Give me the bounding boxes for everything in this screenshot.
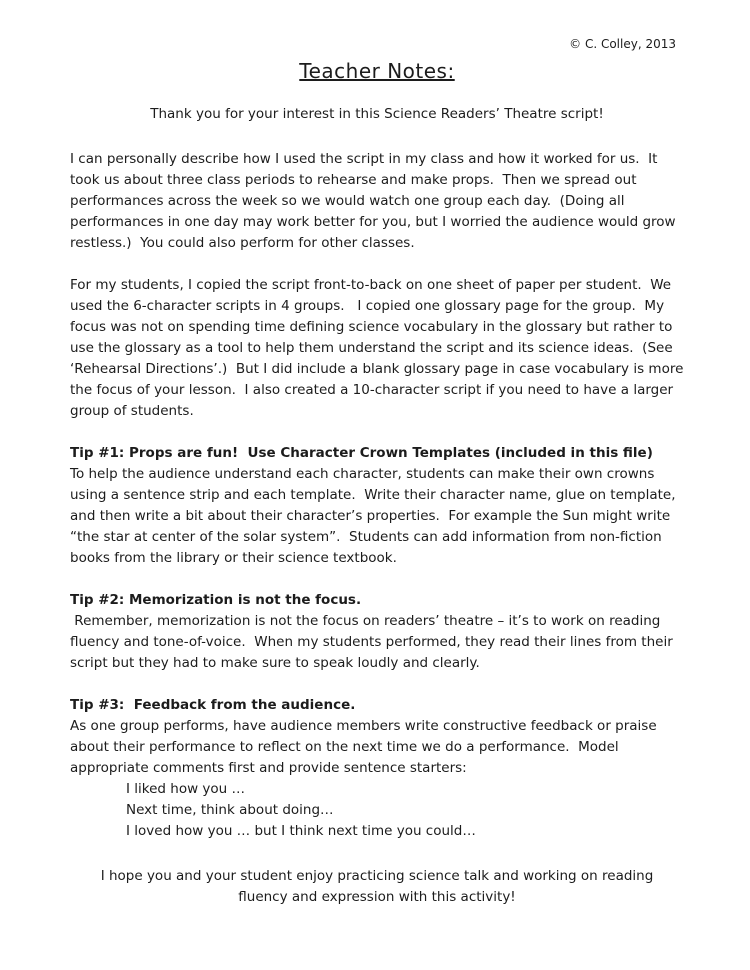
intro-line: Thank you for your interest in this Science Readers’ Theatre script! xyxy=(150,106,604,122)
paragraph-copies: For my students, I copied the script front-to-back on one sheet of paper per student. We used the 6-character scripts in 4 groups. I copied one glossary page for the group. My focus was not on spending time defining science vocabulary in the glossary but rather to use the glossary as a tool to help them understand the script and its science ideas. (See ‘Rehearsal Directions’.) But I did include a blank glossary page in case vocabulary is more the focus of your lesson. I also created a 10-character script if you need to have a larger group of students. xyxy=(70,277,688,419)
tip-1-section xyxy=(70,443,684,569)
copyright-notice: © C. Colley, 2013 xyxy=(569,37,676,51)
tip-1-heading: Tip #1: Props are fun! Use Character Crown Templates (included in this file) xyxy=(70,445,653,461)
tip-2-body: Remember, memorization is not the focus on readers’ theatre – it’s to work on reading fluency and tone-of-voice. When my students performed, they read their lines from their script but they had to make sure to speak loudly and clearly. xyxy=(70,613,678,671)
page-title: Teacher Notes: xyxy=(299,59,455,83)
tip-3-section xyxy=(70,695,684,842)
sentence-starters-list xyxy=(126,779,684,842)
tip-2-heading: Tip #2: Memorization is not the focus. xyxy=(70,592,362,608)
tip-3-body: As one group performs, have audience members write constructive feedback or praise about their performance to reflect on the next time we do a performance. Model appropriate comments first and provide sentence starters: xyxy=(70,718,661,776)
sentence-starter-item: I loved how you … but I think next time you could… xyxy=(126,823,476,839)
tip-3-heading: Tip #3: Feedback from the audience. xyxy=(70,697,356,713)
sentence-starter-item: I liked how you … xyxy=(126,781,246,797)
sentence-starter-item: Next time, think about doing… xyxy=(126,802,334,818)
tip-1-body: To help the audience understand each character, students can make their own crowns using a sentence strip and each template. Write their character name, glue on template, and then write a bit about their character’s properties. For example the Sun might write “the star at center of the solar system”. Students can add information from non-fiction books from the library or their science textbook. xyxy=(70,466,680,566)
paragraph-class-story: I can personally describe how I used the script in my class and how it worked for us. It took us about three class periods to rehearse and make props. Then we spread out performances across the week so we would watch one group each day. (Doing all performances in one day may work better for you, but I worried the audience would grow restless.) You could also perform for other classes. xyxy=(70,151,680,251)
tip-2-section xyxy=(70,590,684,674)
closing-line: I hope you and your student enjoy practicing science talk and working on reading fluency and expression with this activity! xyxy=(100,868,658,905)
